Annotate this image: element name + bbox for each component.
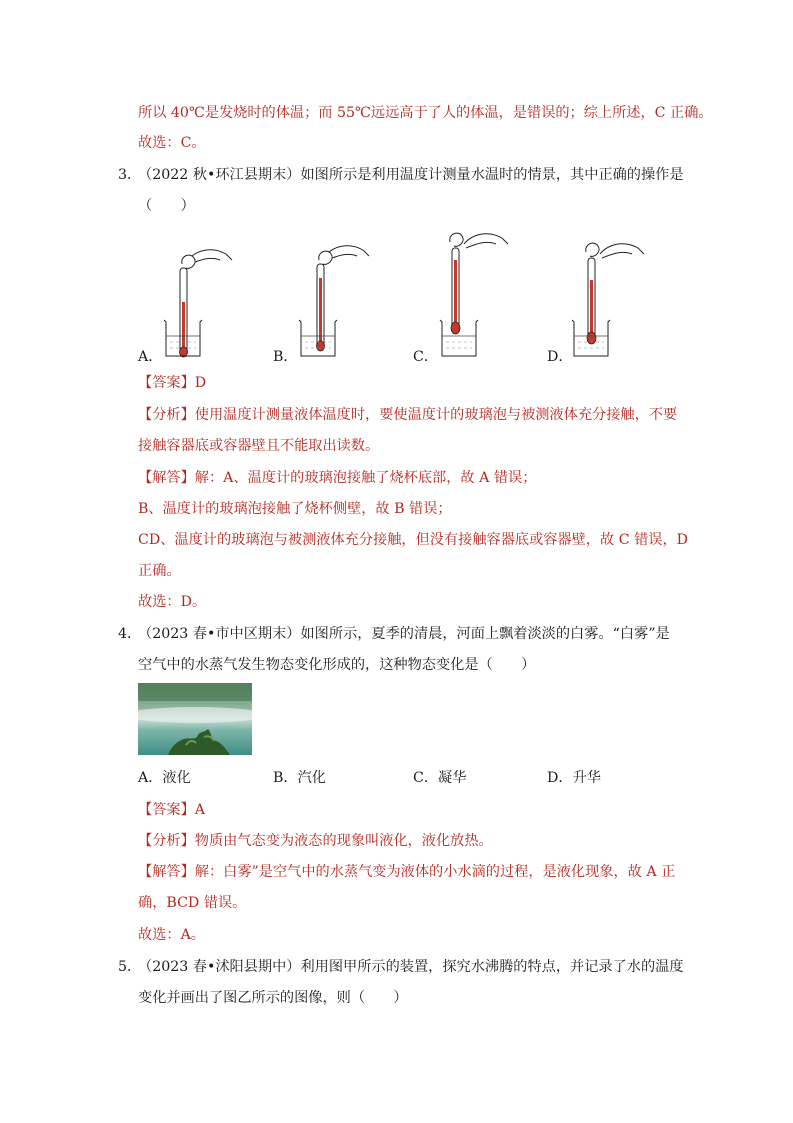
q4-analysis-line1 xyxy=(138,831,493,851)
q3-option-b: B． xyxy=(273,349,298,365)
q3-option-d: D． xyxy=(547,349,573,365)
q3-solution-line1 xyxy=(138,468,536,488)
q3-analysis-tag: 【分析】 xyxy=(138,407,195,423)
q3-number: 3． xyxy=(118,167,142,183)
q4-analysis-tag: 【分析】 xyxy=(138,833,195,849)
q5-number: 5． xyxy=(118,959,142,975)
q4-choice: 故选：A。 xyxy=(138,927,205,943)
q4-answer-value: A xyxy=(194,802,206,818)
q3-solution-text1: 解：A、温度计的玻璃泡接触了烧杯底部，故 A 错误； xyxy=(194,470,537,486)
q4-solution-text1: 解：白雾”是空气中的水蒸气变为液体的小水滴的过程，是液化现象，故 A 正 xyxy=(194,864,676,880)
q4-analysis-text1: 物质由气态变为液态的现象叫液化，液化放热。 xyxy=(194,833,493,849)
q4-number: 4． xyxy=(118,626,142,642)
q4-option-a: A．液化 xyxy=(138,770,191,786)
prev-solution-line: 所以 40℃是发烧时的体温；而 55℃远远高于了人的体温，是错误的；综上所述，C 正确。 xyxy=(138,105,713,121)
q4-stem-line2: 空气中的水蒸气发生物态变化形成的，这种物态变化是（ ） xyxy=(138,657,536,673)
q4-stem-line1: （2023 春•市中区期末）如图所示，夏季的清晨，河面上飘着淡淡的白雾。“白雾”是 xyxy=(138,626,670,642)
q3-analysis-line2: 接触容器底或容器壁且不能取出读数。 xyxy=(138,438,380,454)
q3-solution-tag: 【解答】 xyxy=(138,470,195,486)
q3-option-c: C． xyxy=(413,349,439,365)
q3-choice: 故选：D。 xyxy=(138,594,207,610)
q4-solution-tag: 【解答】 xyxy=(138,864,195,880)
q4-option-b: B．汽化 xyxy=(273,770,326,786)
q3-solution-line4: 正确。 xyxy=(138,563,181,579)
q3-answer xyxy=(138,373,206,393)
q3-figure-c xyxy=(440,226,520,360)
q4-answer xyxy=(138,800,205,820)
q3-stem-line1: （2022 秋•环江县期末）如图所示是利用温度计测量水温时的情景，其中正确的操作是 xyxy=(138,167,684,183)
q4-option-c: C．凝华 xyxy=(413,770,467,786)
q4-answer-tag: 【答案】 xyxy=(138,802,195,818)
q4-solution-line2: 确，BCD 错误。 xyxy=(138,895,247,911)
q3-solution-line3: CD、温度计的玻璃泡与被测液体充分接触，但没有接触容器底或容器壁，故 C 错误，D xyxy=(138,532,689,548)
q3-solution-line2: B、温度计的玻璃泡接触了烧杯侧壁，故 B 错误； xyxy=(138,501,452,517)
prev-choice: 故选：C。 xyxy=(138,135,206,151)
q3-answer-tag: 【答案】 xyxy=(138,375,195,391)
q5-stem-line2: 变化并画出了图乙所示的图像，则（ ） xyxy=(138,990,408,1006)
q3-answer-value: D xyxy=(194,375,207,391)
q3-stem-line2: （ ） xyxy=(138,198,195,214)
q3-analysis-text1: 使用温度计测量液体温度时，要使温度计的玻璃泡与被测液体充分接触，不要 xyxy=(194,407,678,423)
q3-figure-b xyxy=(297,238,377,358)
q3-option-a: A． xyxy=(138,349,163,365)
q3-figure-d xyxy=(572,236,652,360)
q4-option-d: D．升华 xyxy=(547,770,601,786)
q3-analysis-line1 xyxy=(138,405,677,425)
q5-stem-line1: （2023 春•沭阳县期中）利用图甲所示的装置，探究水沸腾的特点，并记录了水的温度 xyxy=(138,959,684,975)
river-fog-photo xyxy=(138,683,252,755)
q4-solution-line1 xyxy=(138,862,675,882)
q3-figure-a xyxy=(160,242,240,362)
